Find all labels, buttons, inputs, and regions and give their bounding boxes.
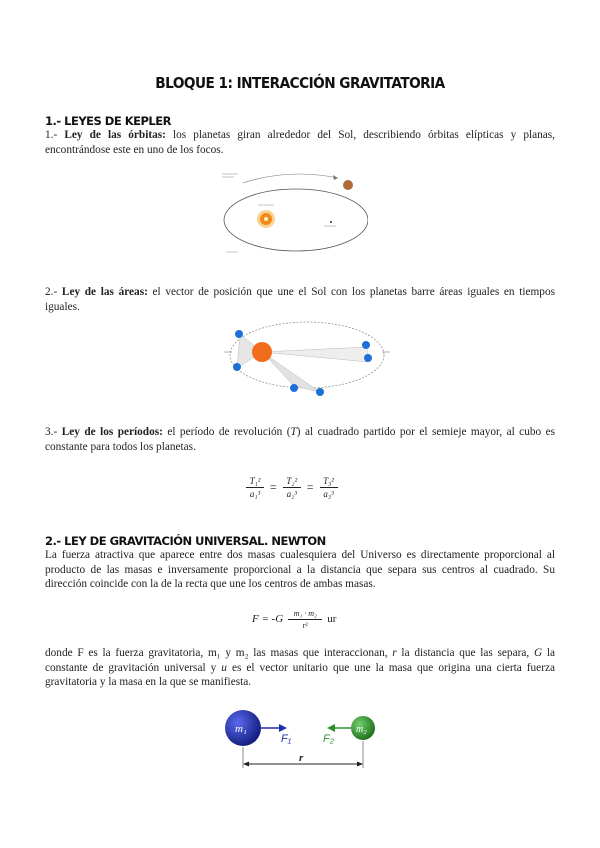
formula-denominator: r² xyxy=(302,620,308,630)
planet-icon xyxy=(362,341,370,349)
arrow-head-icon xyxy=(279,724,287,732)
arrow-head-icon xyxy=(327,724,335,732)
fraction-2 xyxy=(283,476,301,499)
law-2-paragraph xyxy=(45,285,555,314)
fraction-3 xyxy=(320,476,338,499)
law-3-paragraph xyxy=(45,425,555,454)
fraction-1-denominator: a₁³ xyxy=(249,488,261,499)
law-3-number: 3.- xyxy=(45,426,62,438)
mass-2-label: m₂ xyxy=(356,724,367,735)
formula-fraction xyxy=(288,609,322,630)
sun-icon xyxy=(252,342,272,362)
kepler-third-law-equation xyxy=(246,471,356,503)
law-3-text-b: ) al cuadrado partido por el semieje mayor, al cubo es constante para todos los planetas. xyxy=(45,426,555,453)
force-1-label: F₁ xyxy=(281,733,292,745)
planet-icon xyxy=(290,384,298,392)
planet-icon xyxy=(316,388,324,396)
law-1-paragraph xyxy=(45,128,555,157)
law-2-name: Ley de las áreas: xyxy=(61,286,148,298)
planet-icon xyxy=(233,363,241,371)
gravitation-formula xyxy=(252,606,336,632)
planet-icon xyxy=(343,180,353,190)
swept-area-2 xyxy=(262,347,368,362)
formula-numerator: m₁ · m₂ xyxy=(293,608,317,618)
law-1-text: los planetas giran alrededor del Sol, describiendo órbitas elípticas y planas, encontrándose este en uno de los focos. xyxy=(45,129,555,156)
empty-focus xyxy=(330,221,332,223)
fraction-3-numerator: T₃² xyxy=(323,475,334,486)
formula-explanation: donde F es la fuerza gravitatoria, m₁ y m₂ las masas que interaccionan, r la distancia que las separa, G la constante de gravitación universal y u es el vector unitario que une la masa que origina una cierta fuerza gravitatoria y la masa en la que se manifiesta. xyxy=(45,647,555,689)
areas-diagram xyxy=(222,312,392,404)
law-1-name: Ley de las órbitas: xyxy=(64,129,166,141)
equals-sign: = xyxy=(270,479,277,494)
law-2-number: 2.- xyxy=(45,286,62,298)
arrow-head-icon xyxy=(333,175,338,180)
distance-label: r xyxy=(299,752,304,764)
fraction-1 xyxy=(246,476,264,499)
law-1-number: 1.- xyxy=(45,129,65,141)
section-heading-kepler: 1.- LEYES DE KEPLER xyxy=(45,114,171,128)
unit-vector: ur xyxy=(327,613,337,625)
force-2-label: F₂ xyxy=(323,733,334,745)
two-masses-diagram xyxy=(215,700,390,775)
formula-lhs: F = -G xyxy=(252,613,284,625)
orbit-diagram xyxy=(218,166,368,260)
orbit-direction-arrow xyxy=(243,174,338,183)
law-3-name: Ley de los períodos: xyxy=(61,426,163,438)
fraction-1-numerator: T₁² xyxy=(249,475,261,486)
constant-symbol: G xyxy=(533,647,543,659)
fraction-2-denominator: a₂³ xyxy=(286,488,297,499)
fraction-3-denominator: a₃³ xyxy=(323,488,334,499)
mass-1-label: m₁ xyxy=(235,723,247,735)
elliptical-orbit xyxy=(224,189,368,251)
distance-symbol: r xyxy=(392,647,397,659)
fraction-2-numerator: T₂² xyxy=(286,475,298,486)
unit-vector-symbol: u xyxy=(221,661,227,674)
law-2-text: el vector de posición que une el Sol con los planetas barre áreas iguales en tiempos iguales. xyxy=(45,286,555,313)
law-3-text-a: el período de revolución ( xyxy=(162,426,291,438)
planet-icon xyxy=(364,354,372,362)
newton-intro-paragraph: La fuerza atractiva que aparece entre dos masas cualesquiera del Universo es directamente proporcional al producto de las masas e inversamente proporcional a la distancia que separa sus centros al cuadrado. Su dirección coincide con la de la recta que une los centros de ambas masas. xyxy=(45,549,555,591)
period-symbol: T xyxy=(290,426,297,438)
section-heading-newton: 2.- LEY DE GRAVITACIÓN UNIVERSAL. NEWTON xyxy=(45,534,326,548)
planet-icon xyxy=(235,330,243,338)
equals-sign: = xyxy=(306,479,314,494)
page-title: BLOQUE 1: INTERACCIÓN GRAVITATORIA xyxy=(155,74,445,92)
